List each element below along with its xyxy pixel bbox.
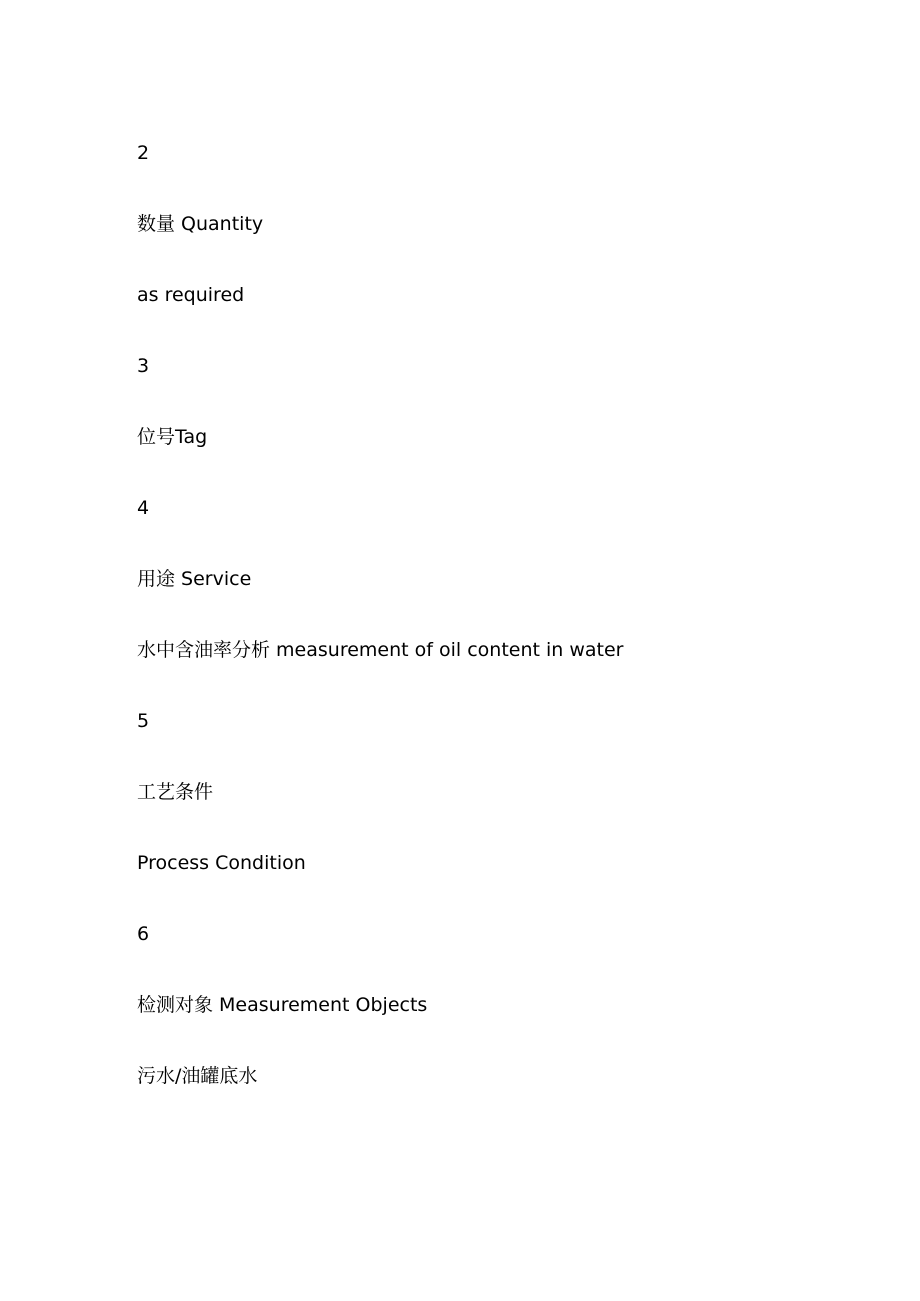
process-condition-label-cn: 工艺条件 — [137, 781, 214, 803]
measurement-objects-value: 污水/油罐底水 — [137, 1065, 258, 1087]
tag-label: 位号Tag — [137, 426, 208, 448]
quantity-value: as required — [137, 284, 245, 306]
measurement-objects-label: 检测对象 Measurement Objects — [137, 994, 428, 1016]
item-number-5: 5 — [137, 710, 150, 732]
quantity-label: 数量 Quantity — [137, 213, 264, 235]
item-number-6: 6 — [137, 923, 150, 945]
item-number-2: 2 — [137, 142, 150, 164]
service-label: 用途 Service — [137, 568, 252, 590]
service-value: 水中含油率分析 measurement of oil content in water — [137, 639, 624, 661]
item-number-3: 3 — [137, 355, 150, 377]
item-number-4: 4 — [137, 497, 150, 519]
process-condition-label-en: Process Condition — [137, 852, 306, 874]
